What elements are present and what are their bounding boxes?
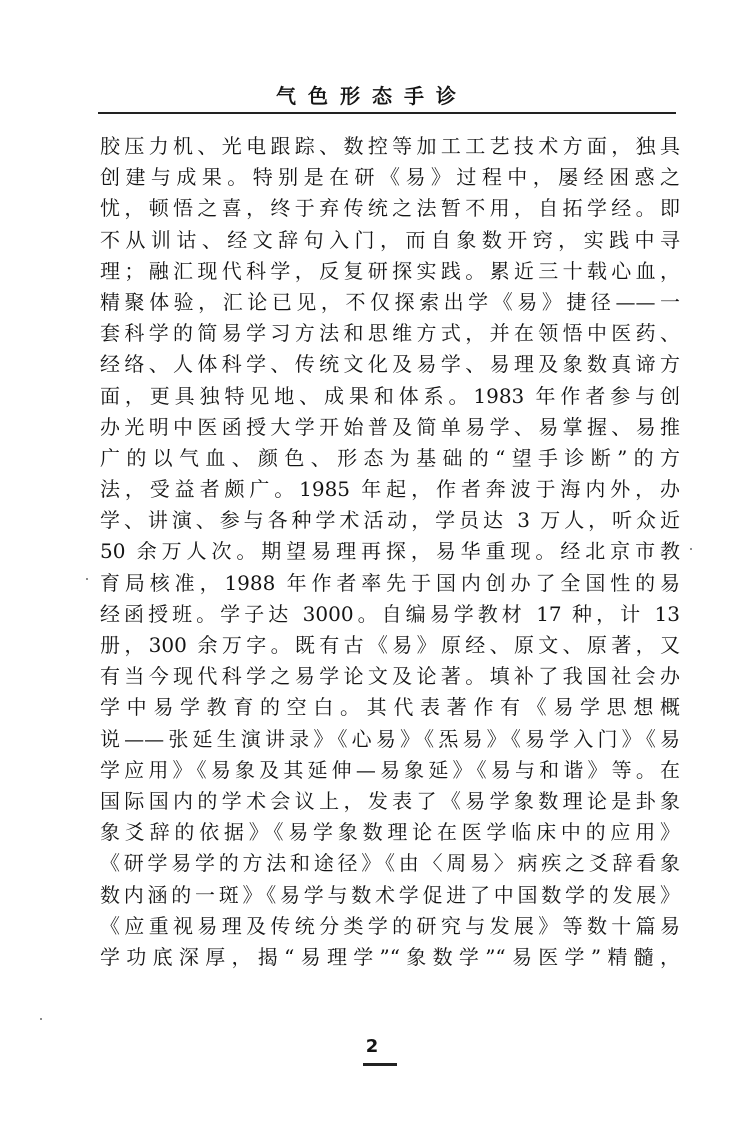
text-line: 创建与成果。特别是在研《易》过程中，屡经困惑之 [100, 165, 680, 190]
running-title: 气色形态手诊 [276, 84, 468, 108]
scan-speck [40, 1018, 42, 1020]
text-line: 广的以气血、颜色、形态为基础的“望手诊断”的方 [100, 445, 680, 470]
text-line: 精聚体验，汇论已见，不仅探索出学《易》捷径——一 [100, 289, 680, 314]
text-line: 册，300 余万字。既有古《易》原经、原文、原著，又 [100, 633, 680, 657]
text-line: 经函授班。学子达 3000。自编易学教材 17 种，计 13 [100, 601, 680, 626]
text-line: 不从训诂、经文辞句入门，而自象数开窍，实践中寻 [100, 227, 680, 252]
text-line: 50 余万人次。期望易理再探，易华重现。经北京市教 [100, 539, 680, 564]
text-line: 套科学的简易学习方法和思维方式，并在领悟中医药、 [100, 321, 680, 346]
text-line: 法，受益者颇广。1985 年起，作者奔波于海内外，办 [100, 477, 680, 502]
text-line: 学、讲演、参与各种学术活动，学员达 3 万人，听众近 [100, 508, 680, 533]
text-line: 忧，顿悟之喜，终于弃传统之法暂不用，自拓学经。即 [100, 196, 680, 221]
text-line: 育局核准，1988 年作者率先于国内创办了全国性的易 [100, 570, 680, 595]
page-number-rule [363, 1063, 397, 1066]
text-line: 有当今现代科学之易学论文及论著。填补了我国社会办 [100, 664, 680, 689]
text-line: 面，更具独特见地、成果和体系。1983 年作者参与创 [100, 383, 680, 408]
text-line: 办光明中医函授大学开始普及简单易学、易掌握、易推 [100, 414, 680, 439]
text-line: 经络、人体科学、传统文化及易学、易理及象数真谛方 [100, 352, 680, 377]
text-line: 理；融汇现代科学，反复研探实践。累近三十载心血， [100, 258, 680, 283]
text-line: 国际国内的学术会议上，发表了《易学象数理论是卦象 [100, 788, 680, 813]
text-line: 学应用》《易象及其延伸—易象延》《易与和谐》等。在 [100, 757, 680, 782]
text-line: 学功底深厚，揭“易理学”“象数学”“易医学”精髓， [100, 944, 680, 969]
text-line: 数内涵的一斑》《易学与数术学促进了中国数学的发展》 [100, 882, 680, 907]
scan-speck [86, 578, 88, 580]
text-line: 说——张延生演讲录》《心易》《炁易》《易学入门》《易 [100, 726, 680, 751]
header-rule [98, 112, 676, 114]
text-line: 象爻辞的依据》《易学象数理论在医学临床中的应用》 [100, 820, 680, 845]
text-line: 胶压力机、光电跟踪、数控等加工工艺技术方面，独具 [100, 134, 680, 158]
text-line: 《研学易学的方法和途径》《由〈周易〉病疾之爻辞看象 [100, 851, 680, 876]
text-line: 学中易学教育的空白。其代表著作有《易学思想概 [100, 695, 680, 720]
body-text [100, 131, 680, 1011]
scan-speck [690, 548, 692, 550]
text-line: 《应重视易理及传统分类学的研究与发展》等数十篇易 [100, 913, 680, 938]
page-number: 2 [365, 1036, 379, 1057]
